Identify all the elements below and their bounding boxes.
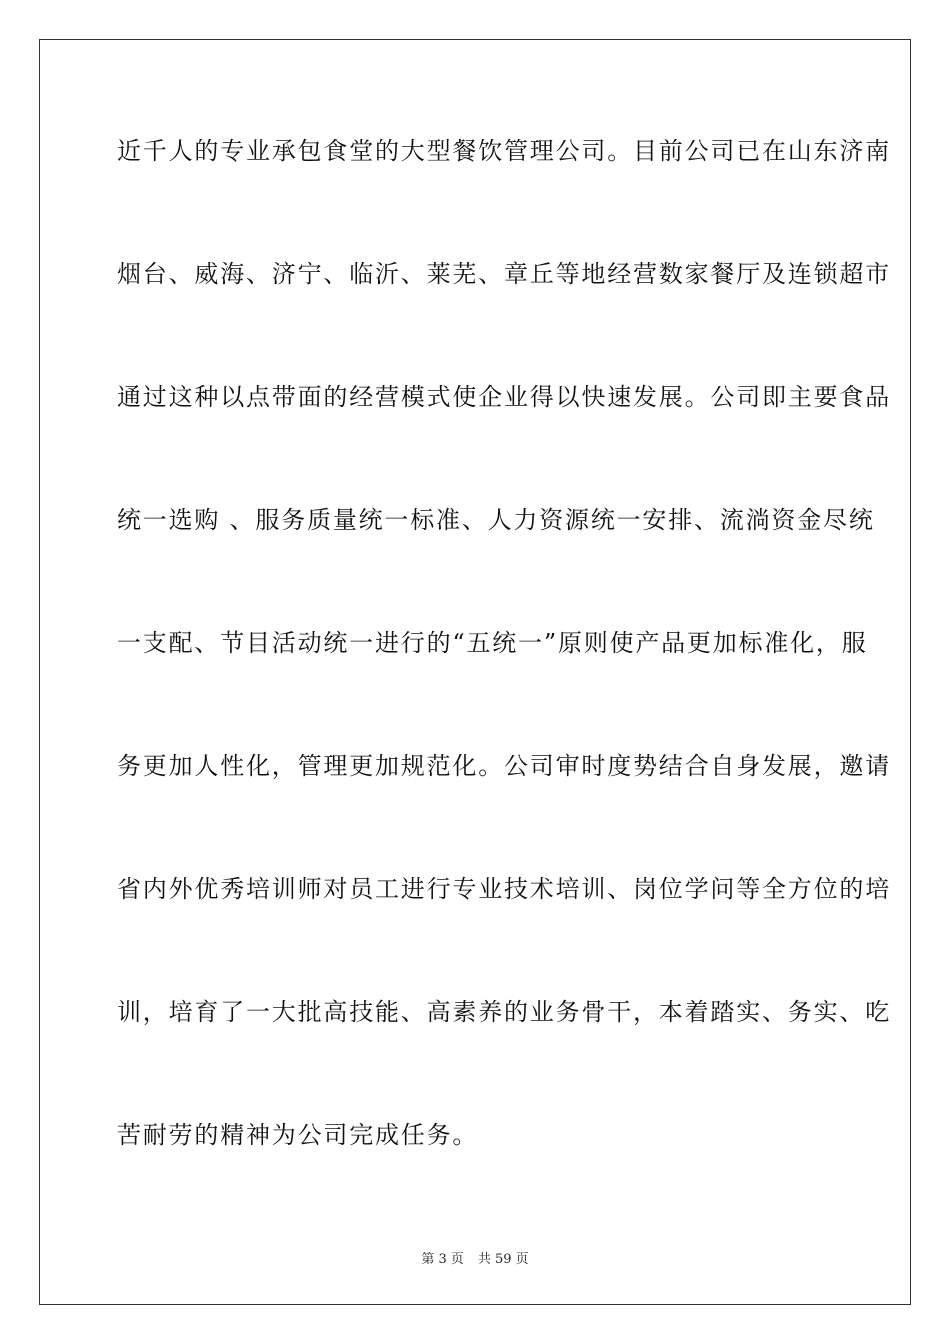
page-total: 共 59 页 <box>477 1252 529 1267</box>
body-line-6: 务更加人性化，管理更加规范化。公司审时度势结合自身发展，邀请 <box>117 752 891 780</box>
body-line-8: 训，培育了一大批高技能、高素养的业务骨干，本着踏实、务实、吃 <box>117 998 891 1026</box>
body-line-1: 近千人的专业承包食堂的大型餐饮管理公司。目前公司已在山东济南 <box>117 137 891 165</box>
page-number: 第 3 页 <box>421 1252 464 1267</box>
page-footer <box>0 1248 950 1267</box>
body-line-2: 烟台、威海、济宁、临沂、莱芜、章丘等地经营数家餐厅及连锁超市 <box>117 260 891 288</box>
body-line-5: 一支配、节目活动统一进行的“五统一”原则使产品更加标准化，服 <box>117 629 868 657</box>
document-body <box>117 118 891 1225</box>
body-line-4: 统一选购 、服务质量统一标准、人力资源统一安排、流淌资金尽统 <box>117 506 875 534</box>
body-line-3: 通过这种以点带面的经营模式使企业得以快速发展。公司即主要食品 <box>117 383 891 411</box>
body-line-9: 苦耐劳的精神为公司完成任务。 <box>117 1121 479 1149</box>
body-line-7: 省内外优秀培训师对员工进行专业技术培训、岗位学问等全方位的培 <box>117 875 891 903</box>
